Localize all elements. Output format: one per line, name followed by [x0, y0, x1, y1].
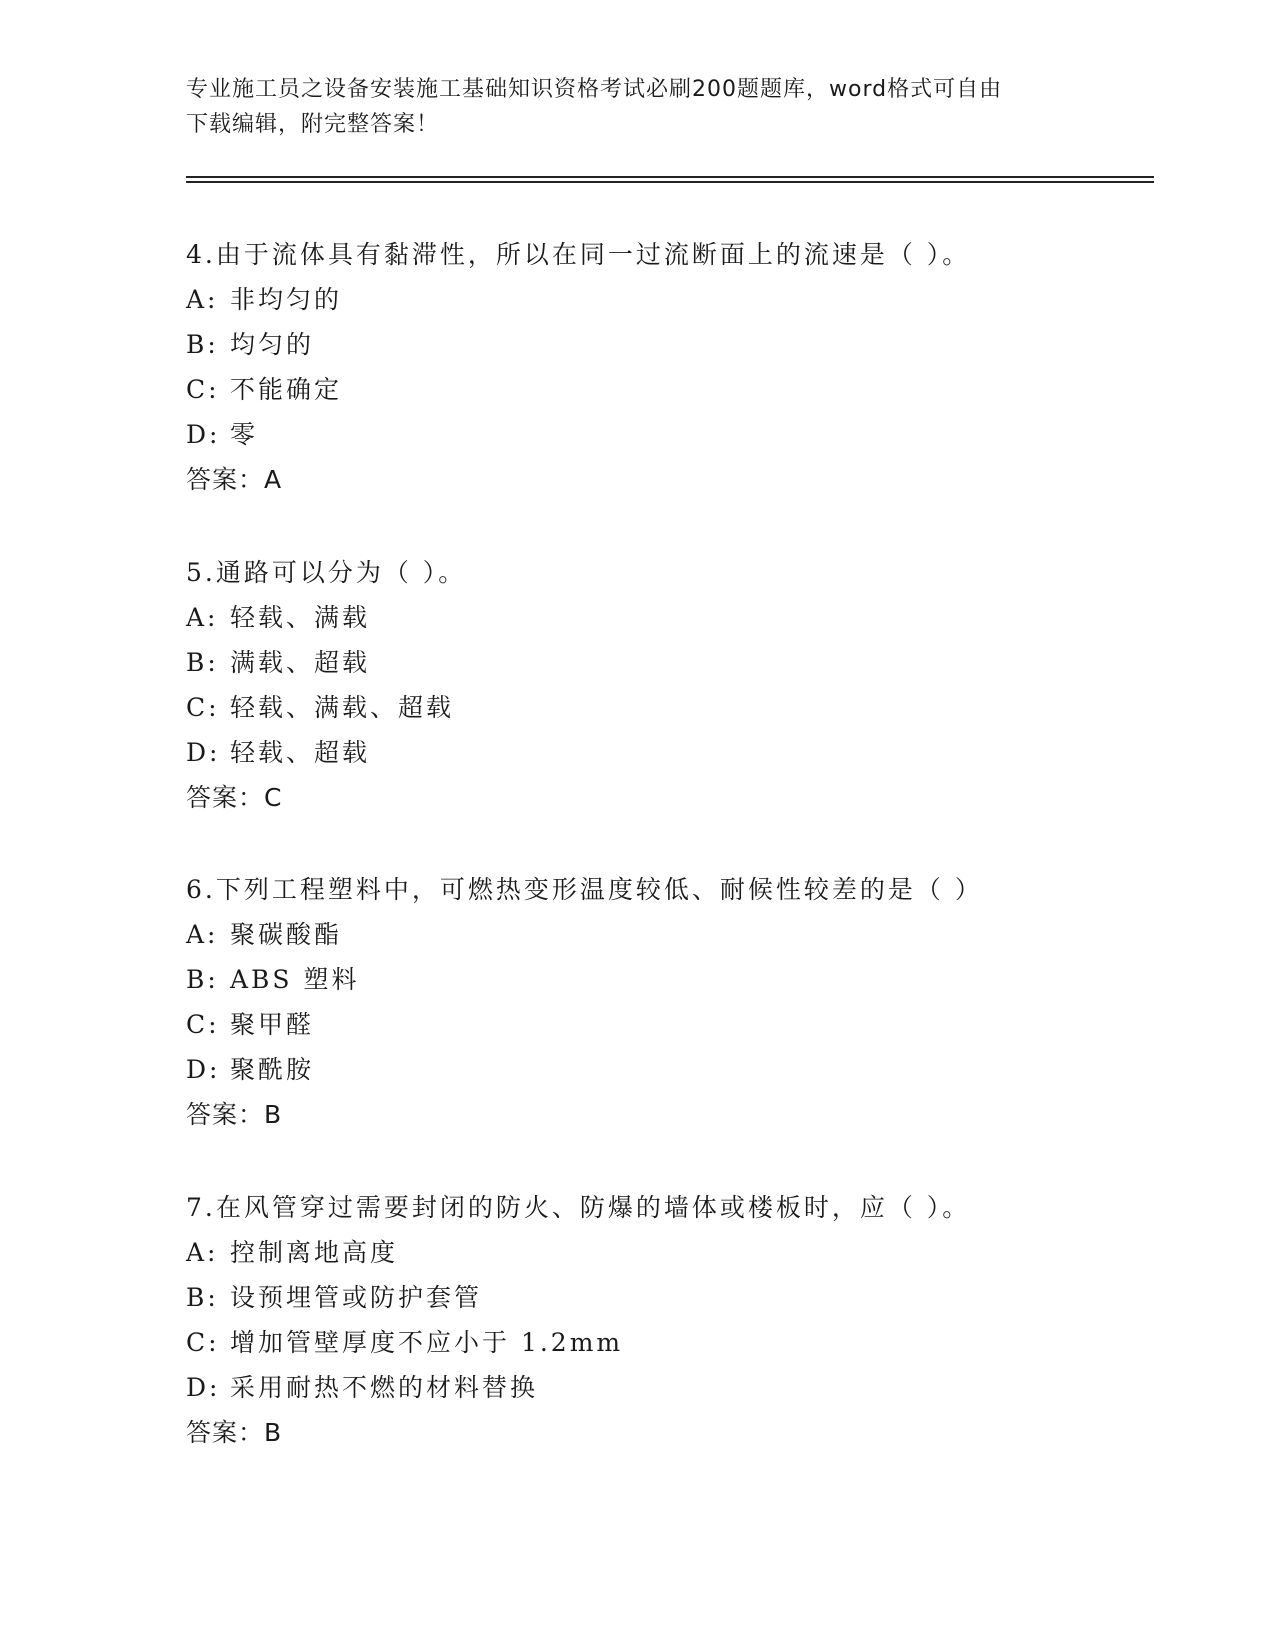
option-key: C: [186, 1010, 220, 1039]
option-key: B: [186, 1283, 219, 1312]
option-text: 聚甲醛 [230, 1010, 315, 1039]
option-d [186, 730, 1166, 775]
option-text: 非均匀的 [230, 285, 343, 314]
question-stem: 5.通路可以分为（ ）。 [186, 558, 467, 587]
option-key: A: [186, 603, 219, 632]
option-text: 轻载、满载、超载 [230, 693, 455, 722]
option-key: B: [186, 330, 219, 359]
option-key: B: [186, 648, 219, 677]
option-text: 轻载、满载 [230, 603, 371, 632]
answer-line: 答案：B [186, 1418, 283, 1447]
option-key: B: [186, 965, 219, 994]
option-b [186, 640, 1166, 685]
option-text: 控制离地高度 [230, 1238, 399, 1267]
question-block [186, 1185, 1166, 1455]
option-key: D: [186, 738, 221, 767]
option-text: 聚碳酸酯 [230, 920, 343, 949]
option-text: 轻载、超载 [230, 738, 371, 767]
option-text: 满载、超载 [230, 648, 371, 677]
option-text: 采用耐热不燃的材料替换 [230, 1373, 539, 1402]
option-text: 均匀的 [230, 330, 315, 359]
option-a [186, 1230, 1166, 1275]
option-key: C: [186, 375, 220, 404]
option-c [186, 1002, 1166, 1047]
question-block [186, 867, 1166, 1137]
option-key: A: [186, 285, 219, 314]
option-c [186, 1320, 1166, 1365]
option-key: C: [186, 693, 220, 722]
question-stem: 6.下列工程塑料中，可燃热变形温度较低、耐候性较差的是（ ） [186, 875, 983, 904]
option-key: A: [186, 920, 219, 949]
option-a [186, 912, 1166, 957]
option-d [186, 1365, 1166, 1410]
option-a [186, 277, 1166, 322]
option-c [186, 685, 1166, 730]
header-line-1: 专业施工员之设备安装施工基础知识资格考试必刷200题题库，word格式可自由 [186, 77, 1003, 102]
question-block [186, 550, 1166, 820]
option-key: A: [186, 1238, 219, 1267]
header-divider-top [186, 176, 1154, 178]
option-text: 聚酰胺 [230, 1055, 315, 1084]
option-b [186, 957, 1166, 1002]
header-divider-bottom [186, 181, 1154, 183]
header-line-2: 下载编辑，附完整答案！ [186, 112, 440, 137]
option-b [186, 1275, 1166, 1320]
option-a [186, 595, 1166, 640]
option-d [186, 1047, 1166, 1092]
question-block [186, 232, 1166, 502]
option-text: 设预埋管或防护套管 [230, 1283, 483, 1312]
option-key: C: [186, 1328, 220, 1357]
option-key: D: [186, 1373, 221, 1402]
answer-line: 答案：C [186, 783, 283, 812]
option-text: ABS 塑料 [230, 965, 360, 994]
question-stem: 7.在风管穿过需要封闭的防火、防爆的墙体或楼板时，应（ ）。 [186, 1193, 971, 1222]
option-text: 零 [230, 420, 259, 449]
option-c [186, 367, 1166, 412]
option-key: D: [186, 420, 221, 449]
question-stem: 4.由于流体具有黏滞性，所以在同一过流断面上的流速是（ ）。 [186, 240, 971, 269]
option-d [186, 412, 1166, 457]
option-b [186, 322, 1166, 367]
answer-line: 答案：A [186, 465, 283, 494]
option-text: 增加管壁厚度不应小于 1.2mm [230, 1328, 624, 1357]
document-header [186, 72, 1066, 142]
option-key: D: [186, 1055, 221, 1084]
answer-line: 答案：B [186, 1100, 283, 1129]
option-text: 不能确定 [230, 375, 343, 404]
